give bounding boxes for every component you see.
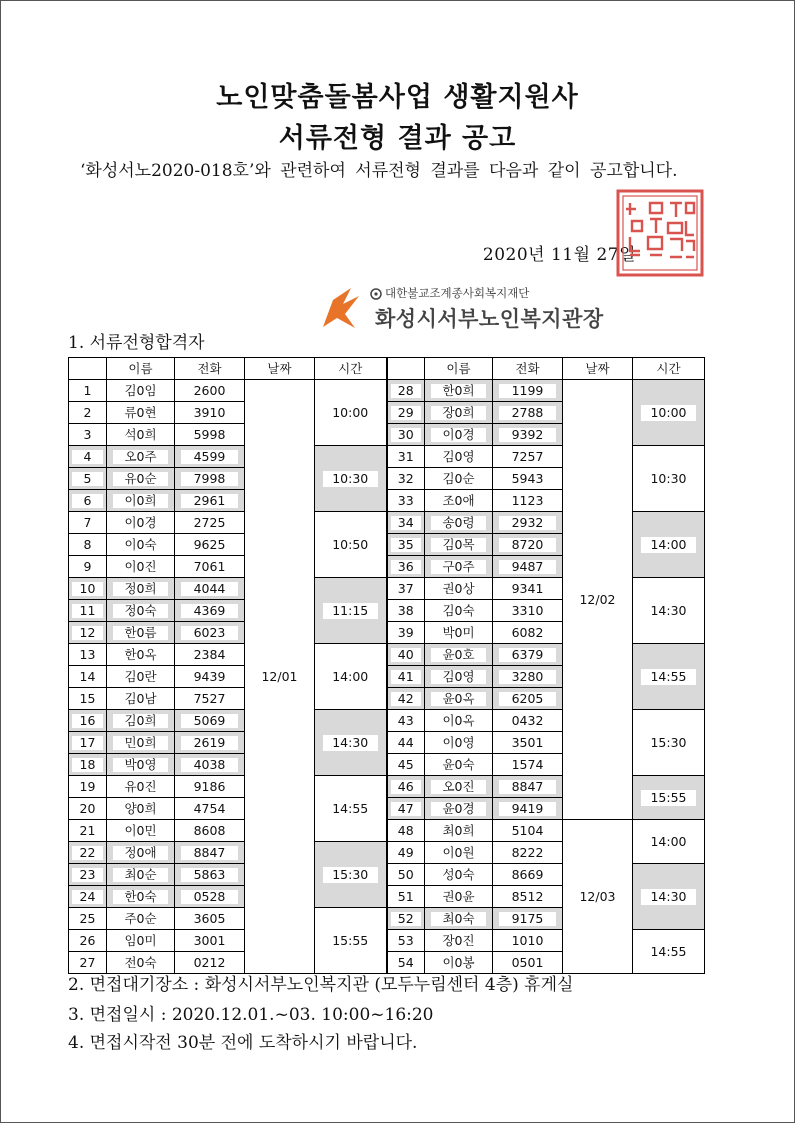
right-name: 구0주 bbox=[431, 560, 486, 574]
right-tel-cell: 3310 bbox=[493, 600, 563, 622]
left-name: 김0희 bbox=[113, 714, 168, 728]
right-name: 최0숙 bbox=[431, 912, 486, 926]
header-cell: 이름 bbox=[107, 358, 175, 380]
right-no-cell bbox=[387, 556, 425, 578]
right-tel-cell bbox=[493, 798, 563, 820]
right-time: 14:55 bbox=[641, 669, 696, 685]
left-no-cell: 20 bbox=[69, 798, 107, 820]
left-no: 11 bbox=[72, 604, 102, 618]
right-no: 52 bbox=[391, 912, 421, 926]
right-date-cell: 12/03 bbox=[563, 820, 633, 974]
left-no: 22 bbox=[72, 846, 102, 860]
left-tel: 5069 bbox=[181, 714, 238, 728]
left-no: 24 bbox=[72, 890, 102, 904]
left-name-cell bbox=[107, 754, 175, 776]
left-no: 18 bbox=[72, 758, 102, 772]
left-tel-cell: 3001 bbox=[175, 930, 245, 952]
left-no-cell: 7 bbox=[69, 512, 107, 534]
left-name: 박0영 bbox=[113, 758, 168, 772]
right-tel-cell bbox=[493, 776, 563, 798]
right-no-cell: 45 bbox=[387, 754, 425, 776]
right-no-cell: 54 bbox=[387, 952, 425, 974]
left-no-cell: 9 bbox=[69, 556, 107, 578]
left-tel-cell bbox=[175, 886, 245, 908]
right-tel: 9392 bbox=[499, 428, 556, 442]
right-no-cell: 33 bbox=[387, 490, 425, 512]
left-no-cell: 25 bbox=[69, 908, 107, 930]
right-no-cell: 53 bbox=[387, 930, 425, 952]
left-name: 한0름 bbox=[113, 626, 168, 640]
right-tel-cell: 0432 bbox=[493, 710, 563, 732]
left-name-cell bbox=[107, 864, 175, 886]
right-time-cell bbox=[633, 380, 705, 446]
right-tel-cell bbox=[493, 424, 563, 446]
left-no: 23 bbox=[72, 868, 102, 882]
header-cell: 날짜 bbox=[563, 358, 633, 380]
right-name: 이0경 bbox=[431, 428, 486, 442]
left-name-cell: 이0진 bbox=[107, 556, 175, 578]
right-no-cell: 37 bbox=[387, 578, 425, 600]
left-time-cell: 10:50 bbox=[315, 512, 387, 578]
right-name-cell: 김0영 bbox=[425, 446, 493, 468]
right-time-cell: 14:30 bbox=[633, 578, 705, 644]
right-name-cell: 박0미 bbox=[425, 622, 493, 644]
header-cell: 전화 bbox=[175, 358, 245, 380]
left-tel: 0528 bbox=[181, 890, 238, 904]
left-tel-cell: 2725 bbox=[175, 512, 245, 534]
left-no-cell: 27 bbox=[69, 952, 107, 974]
left-tel-cell: 9625 bbox=[175, 534, 245, 556]
left-name-cell bbox=[107, 490, 175, 512]
left-name-cell: 양0희 bbox=[107, 798, 175, 820]
header-cell: 시간 bbox=[315, 358, 387, 380]
right-name-cell bbox=[425, 402, 493, 424]
section-heading-passed: 1. 서류전형합격자 bbox=[68, 333, 205, 353]
left-no-cell bbox=[69, 578, 107, 600]
right-no-cell bbox=[387, 512, 425, 534]
right-tel-cell: 1123 bbox=[493, 490, 563, 512]
left-name-cell: 이0숙 bbox=[107, 534, 175, 556]
left-date-cell: 12/01 bbox=[245, 380, 315, 974]
left-time-cell bbox=[315, 578, 387, 644]
right-no-cell bbox=[387, 644, 425, 666]
right-name-cell: 이0영 bbox=[425, 732, 493, 754]
left-name-cell bbox=[107, 886, 175, 908]
schedule-table bbox=[68, 357, 705, 974]
right-tel-cell: 5104 bbox=[493, 820, 563, 842]
right-time-cell bbox=[633, 644, 705, 710]
left-no-cell bbox=[69, 732, 107, 754]
left-no-cell: 21 bbox=[69, 820, 107, 842]
right-tel: 9419 bbox=[499, 802, 556, 816]
left-tel: 8847 bbox=[181, 846, 238, 860]
left-tel-cell: 9439 bbox=[175, 666, 245, 688]
interview-datetime: 3. 면접일시 : 2020.12.01.~03. 10:00~16:20 bbox=[68, 1005, 434, 1025]
left-no-cell: 2 bbox=[69, 402, 107, 424]
right-no-cell bbox=[387, 666, 425, 688]
header-cell: 전화 bbox=[493, 358, 563, 380]
header-cell: 시간 bbox=[633, 358, 705, 380]
right-no-cell: 44 bbox=[387, 732, 425, 754]
left-no-cell bbox=[69, 710, 107, 732]
right-time: 10:00 bbox=[641, 405, 696, 421]
left-no-cell bbox=[69, 886, 107, 908]
right-tel-cell bbox=[493, 380, 563, 402]
right-time-cell bbox=[633, 776, 705, 820]
right-tel-cell: 7257 bbox=[493, 446, 563, 468]
left-no-cell: 19 bbox=[69, 776, 107, 798]
right-time: 15:55 bbox=[641, 790, 696, 806]
right-no-cell: 39 bbox=[387, 622, 425, 644]
left-no-cell bbox=[69, 754, 107, 776]
left-tel-cell bbox=[175, 842, 245, 864]
right-name-cell: 권0상 bbox=[425, 578, 493, 600]
right-no-cell: 49 bbox=[387, 842, 425, 864]
right-no-cell bbox=[387, 908, 425, 930]
right-tel-cell bbox=[493, 556, 563, 578]
right-no: 40 bbox=[391, 648, 421, 662]
right-tel-cell bbox=[493, 534, 563, 556]
right-name: 윤0경 bbox=[431, 802, 486, 816]
right-tel-cell: 3501 bbox=[493, 732, 563, 754]
right-no-cell bbox=[387, 688, 425, 710]
left-tel: 2961 bbox=[181, 494, 238, 508]
right-tel-cell: 6082 bbox=[493, 622, 563, 644]
right-name-cell: 성0숙 bbox=[425, 864, 493, 886]
right-name-cell bbox=[425, 908, 493, 930]
right-tel: 6379 bbox=[499, 648, 556, 662]
left-tel-cell bbox=[175, 622, 245, 644]
left-time-cell bbox=[315, 842, 387, 908]
right-name-cell: 장0진 bbox=[425, 930, 493, 952]
left-tel: 5863 bbox=[181, 868, 238, 882]
right-time-cell: 10:30 bbox=[633, 446, 705, 512]
right-no: 35 bbox=[391, 538, 421, 552]
left-name-cell bbox=[107, 732, 175, 754]
header-cell bbox=[69, 358, 107, 380]
right-no-cell bbox=[387, 380, 425, 402]
right-name-cell bbox=[425, 424, 493, 446]
left-name-cell: 주0순 bbox=[107, 908, 175, 930]
left-tel-cell: 2384 bbox=[175, 644, 245, 666]
left-tel: 4369 bbox=[181, 604, 238, 618]
right-no: 42 bbox=[391, 692, 421, 706]
left-name-cell bbox=[107, 622, 175, 644]
org-name-small: 대한불교조계종사회복지재단 bbox=[385, 286, 530, 300]
left-no-cell bbox=[69, 622, 107, 644]
page-title: 노인맞춤돌봄사업 생활지원사 bbox=[216, 82, 579, 113]
left-name-cell: 한0옥 bbox=[107, 644, 175, 666]
right-tel: 6205 bbox=[499, 692, 556, 706]
left-name: 한0숙 bbox=[113, 890, 168, 904]
right-no: 28 bbox=[391, 384, 421, 398]
right-no-cell bbox=[387, 402, 425, 424]
intro-text: ‘화성서노2020-018호’와 관련하여 서류전형 결과를 다음과 같이 공고합니다. bbox=[80, 161, 678, 181]
right-tel: 2932 bbox=[499, 516, 556, 530]
left-no-cell: 8 bbox=[69, 534, 107, 556]
right-name-cell: 김0숙 bbox=[425, 600, 493, 622]
right-name: 윤0옥 bbox=[431, 692, 486, 706]
left-name-cell: 김0임 bbox=[107, 380, 175, 402]
left-tel-cell: 0212 bbox=[175, 952, 245, 974]
left-name-cell: 김0란 bbox=[107, 666, 175, 688]
right-no-cell: 32 bbox=[387, 468, 425, 490]
left-tel-cell bbox=[175, 446, 245, 468]
left-name-cell bbox=[107, 842, 175, 864]
org-name-main: 화성시서부노인복지관장 bbox=[375, 307, 604, 331]
left-no: 6 bbox=[72, 494, 102, 508]
left-name-cell bbox=[107, 468, 175, 490]
left-no-cell: 14 bbox=[69, 666, 107, 688]
right-name-cell bbox=[425, 534, 493, 556]
right-name-cell bbox=[425, 644, 493, 666]
right-tel-cell: 8222 bbox=[493, 842, 563, 864]
left-name: 정0애 bbox=[113, 846, 168, 860]
left-tel: 6023 bbox=[181, 626, 238, 640]
left-tel-cell: 9186 bbox=[175, 776, 245, 798]
table-header-row bbox=[69, 358, 705, 380]
left-tel-cell: 3605 bbox=[175, 908, 245, 930]
left-time: 10:30 bbox=[323, 471, 378, 487]
right-tel: 9487 bbox=[499, 560, 556, 574]
left-time-cell: 15:55 bbox=[315, 908, 387, 974]
left-name: 민0희 bbox=[113, 736, 168, 750]
right-tel-cell: 9341 bbox=[493, 578, 563, 600]
left-tel-cell bbox=[175, 732, 245, 754]
table-row bbox=[69, 820, 705, 842]
right-tel: 2788 bbox=[499, 406, 556, 420]
right-name: 김0목 bbox=[431, 538, 486, 552]
right-no-cell: 43 bbox=[387, 710, 425, 732]
left-time: 15:30 bbox=[323, 867, 378, 883]
left-name-cell: 이0민 bbox=[107, 820, 175, 842]
right-time: 14:00 bbox=[641, 537, 696, 553]
right-tel-cell: 1574 bbox=[493, 754, 563, 776]
left-name-cell bbox=[107, 600, 175, 622]
header-cell: 이름 bbox=[425, 358, 493, 380]
header-cell: 날짜 bbox=[245, 358, 315, 380]
right-no-cell: 31 bbox=[387, 446, 425, 468]
left-no: 4 bbox=[72, 450, 102, 464]
left-time-cell: 14:00 bbox=[315, 644, 387, 710]
right-no-cell bbox=[387, 798, 425, 820]
left-no-cell bbox=[69, 490, 107, 512]
right-date-cell: 12/02 bbox=[563, 380, 633, 820]
left-tel-cell: 7061 bbox=[175, 556, 245, 578]
right-time-cell: 14:55 bbox=[633, 930, 705, 974]
left-tel: 7998 bbox=[181, 472, 238, 486]
left-tel-cell bbox=[175, 578, 245, 600]
right-name: 한0희 bbox=[431, 384, 486, 398]
right-name-cell bbox=[425, 798, 493, 820]
right-no-cell bbox=[387, 776, 425, 798]
right-name-cell: 이0원 bbox=[425, 842, 493, 864]
right-name: 장0희 bbox=[431, 406, 486, 420]
right-tel-cell bbox=[493, 908, 563, 930]
right-no: 30 bbox=[391, 428, 421, 442]
right-name: 송0령 bbox=[431, 516, 486, 530]
left-tel-cell bbox=[175, 490, 245, 512]
right-no-cell bbox=[387, 534, 425, 556]
left-time-cell: 10:00 bbox=[315, 380, 387, 446]
left-time-cell bbox=[315, 446, 387, 512]
left-tel-cell bbox=[175, 754, 245, 776]
left-tel-cell bbox=[175, 710, 245, 732]
right-no: 46 bbox=[391, 780, 421, 794]
right-tel: 3280 bbox=[499, 670, 556, 684]
left-name-cell: 이0경 bbox=[107, 512, 175, 534]
right-name-cell: 윤0숙 bbox=[425, 754, 493, 776]
left-tel-cell: 7527 bbox=[175, 688, 245, 710]
right-name-cell: 이0봉 bbox=[425, 952, 493, 974]
left-no: 16 bbox=[72, 714, 102, 728]
left-name-cell: 임0미 bbox=[107, 930, 175, 952]
waiting-location: 2. 면접대기장소 : 화성시서부노인복지관 (모두누림센터 4층) 휴게실 bbox=[68, 975, 574, 995]
left-name: 이0희 bbox=[113, 494, 168, 508]
right-name-cell: 김0순 bbox=[425, 468, 493, 490]
left-no-cell bbox=[69, 864, 107, 886]
right-no-cell: 51 bbox=[387, 886, 425, 908]
left-name-cell: 류0현 bbox=[107, 402, 175, 424]
right-name-cell: 이0옥 bbox=[425, 710, 493, 732]
left-name: 정0희 bbox=[113, 582, 168, 596]
left-no-cell bbox=[69, 842, 107, 864]
left-name-cell: 유0진 bbox=[107, 776, 175, 798]
left-name: 유0순 bbox=[113, 472, 168, 486]
right-name-cell bbox=[425, 776, 493, 798]
right-tel-cell: 1010 bbox=[493, 930, 563, 952]
left-tel-cell: 2600 bbox=[175, 380, 245, 402]
right-no: 29 bbox=[391, 406, 421, 420]
right-name-cell bbox=[425, 512, 493, 534]
left-time-cell bbox=[315, 710, 387, 776]
right-tel: 9175 bbox=[499, 912, 556, 926]
right-tel-cell: 5943 bbox=[493, 468, 563, 490]
right-no-cell: 48 bbox=[387, 820, 425, 842]
right-time-cell: 14:00 bbox=[633, 820, 705, 864]
left-no: 17 bbox=[72, 736, 102, 750]
left-name-cell: 석0희 bbox=[107, 424, 175, 446]
right-no-cell: 50 bbox=[387, 864, 425, 886]
left-no-cell bbox=[69, 600, 107, 622]
left-no: 12 bbox=[72, 626, 102, 640]
left-name: 오0주 bbox=[113, 450, 168, 464]
left-time-cell: 14:55 bbox=[315, 776, 387, 842]
right-name: 김0영 bbox=[431, 670, 486, 684]
right-tel-cell bbox=[493, 644, 563, 666]
left-time: 11:15 bbox=[323, 603, 378, 619]
left-tel-cell bbox=[175, 864, 245, 886]
left-name: 최0순 bbox=[113, 868, 168, 882]
header-cell bbox=[387, 358, 425, 380]
right-name-cell bbox=[425, 688, 493, 710]
left-tel: 4038 bbox=[181, 758, 238, 772]
left-name-cell bbox=[107, 578, 175, 600]
right-time-cell bbox=[633, 512, 705, 578]
left-no-cell: 13 bbox=[69, 644, 107, 666]
right-tel-cell bbox=[493, 666, 563, 688]
left-tel-cell: 8608 bbox=[175, 820, 245, 842]
left-name-cell bbox=[107, 710, 175, 732]
arrival-notice: 4. 면접시작전 30분 전에 도착하시기 바랍니다. bbox=[68, 1033, 418, 1053]
right-no: 47 bbox=[391, 802, 421, 816]
left-tel: 4599 bbox=[181, 450, 238, 464]
right-name: 오0진 bbox=[431, 780, 486, 794]
right-name: 윤0호 bbox=[431, 648, 486, 662]
left-tel: 4044 bbox=[181, 582, 238, 596]
left-no: 5 bbox=[72, 472, 102, 486]
right-no-cell bbox=[387, 424, 425, 446]
right-tel-cell bbox=[493, 688, 563, 710]
left-name-cell: 김0남 bbox=[107, 688, 175, 710]
left-no-cell bbox=[69, 468, 107, 490]
right-tel: 8720 bbox=[499, 538, 556, 552]
left-tel-cell: 3910 bbox=[175, 402, 245, 424]
right-name-cell bbox=[425, 556, 493, 578]
left-no-cell: 15 bbox=[69, 688, 107, 710]
left-tel-cell: 5998 bbox=[175, 424, 245, 446]
right-tel: 1199 bbox=[499, 384, 556, 398]
left-no-cell bbox=[69, 446, 107, 468]
right-tel-cell bbox=[493, 512, 563, 534]
right-tel-cell: 8669 bbox=[493, 864, 563, 886]
right-tel-cell: 8512 bbox=[493, 886, 563, 908]
left-no-cell: 3 bbox=[69, 424, 107, 446]
right-name-cell bbox=[425, 380, 493, 402]
left-no: 10 bbox=[72, 582, 102, 596]
announcement-date: 2020년 11월 27일 bbox=[482, 245, 636, 265]
right-name-cell: 최0희 bbox=[425, 820, 493, 842]
right-time-cell bbox=[633, 864, 705, 930]
right-no: 41 bbox=[391, 670, 421, 684]
left-no-cell: 1 bbox=[69, 380, 107, 402]
left-tel-cell: 4754 bbox=[175, 798, 245, 820]
right-tel: 8847 bbox=[499, 780, 556, 794]
right-time-cell: 15:30 bbox=[633, 710, 705, 776]
right-time: 14:30 bbox=[641, 889, 696, 905]
left-name: 정0숙 bbox=[113, 604, 168, 618]
left-tel-cell bbox=[175, 600, 245, 622]
right-name-cell: 권0윤 bbox=[425, 886, 493, 908]
left-no-cell: 26 bbox=[69, 930, 107, 952]
right-no-cell: 38 bbox=[387, 600, 425, 622]
right-name-cell: 조0애 bbox=[425, 490, 493, 512]
right-tel-cell bbox=[493, 402, 563, 424]
table-row bbox=[69, 380, 705, 402]
right-no: 36 bbox=[391, 560, 421, 574]
left-name-cell: 전0숙 bbox=[107, 952, 175, 974]
right-tel-cell: 0501 bbox=[493, 952, 563, 974]
left-tel: 2619 bbox=[181, 736, 238, 750]
right-name-cell bbox=[425, 666, 493, 688]
left-time: 14:30 bbox=[323, 735, 378, 751]
right-no: 34 bbox=[391, 516, 421, 530]
left-tel-cell bbox=[175, 468, 245, 490]
page-subtitle: 서류전형 결과 공고 bbox=[278, 123, 517, 154]
left-name-cell bbox=[107, 446, 175, 468]
official-seal-stamp bbox=[600, 185, 710, 285]
